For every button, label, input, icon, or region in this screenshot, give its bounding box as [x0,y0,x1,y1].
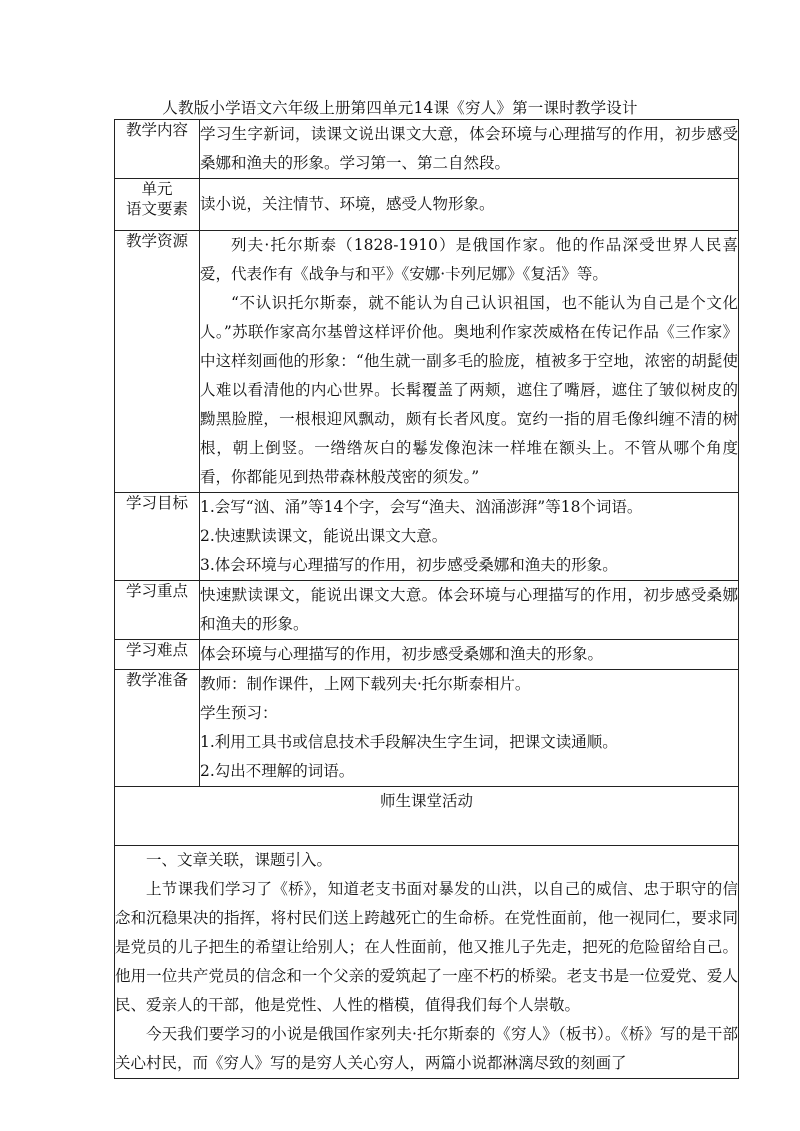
key-points-text [200,581,739,640]
elements-text [200,179,739,231]
resources-paragraph-1: 列夫·托尔斯泰（1828-1910）是俄国作家。他的作品深受世界人民喜爱，代表作有《战争与和平》《安娜·卡列尼娜》《复活》等。 [200,236,738,283]
key-points-paragraph: 快速默读课文，能说出课文大意。体会环境与心理描写的作用，初步感受桑娜和渔夫的形象。 [200,586,738,633]
label-key-points: 学习重点 [115,581,200,640]
preparation-line-4: 2.勾出不理解的词语。 [200,762,355,780]
goal-item-3: 3.体会环境与心理描写的作用，初步感受桑娜和渔夫的形象。 [200,556,618,574]
label-difficulties: 学习难点 [115,640,200,670]
preparation-line-3: 1.利用工具书或信息技术手段解决生字生词，把课文读通顺。 [200,733,618,751]
goal-item-1: 1.会写“汹、涌”等14个字，会写“渔夫、汹涌澎湃”等18个词语。 [200,498,643,516]
activity-heading: 一、文章关联，课题引入。 [146,851,333,869]
label-preparation: 教学准备 [115,670,200,787]
preparation-line-1: 教师：制作课件，上网下载列夫·托尔斯泰相片。 [200,675,531,693]
label-resources: 教学资源 [115,231,200,493]
elements-paragraph: 读小说，关注情节、环境，感受人物形象。 [200,195,495,213]
content-paragraph: 学习生字新词，读课文说出课文大意，体会环境与心理描写的作用，初步感受桑娜和渔夫的形象。学习第一、第二自然段。 [200,125,738,172]
document-title: 人教版小学语文六年级上册第四单元14课《穷人》第一课时教学设计 [162,99,638,117]
resources-text [200,231,739,493]
row-section-heading [115,787,739,846]
preparation-line-2: 学生预习： [200,704,278,722]
section-heading: 师生课堂活动 [115,787,739,846]
row-key-points [115,581,739,640]
activity-paragraph-2: 今天我们要学习的小说是俄国作家列夫·托尔斯泰的《穷人》（板书）。《桥》写的是干部关心村民，而《穷人》写的是穷人关心穷人，两篇小说都淋漓尽致的刻画了 [115,1025,738,1072]
row-preparation [115,670,739,787]
label-goals: 学习目标 [115,493,200,581]
row-difficulties [115,640,739,670]
label-unit-line2: 语文要素 [125,200,188,218]
row-activity [115,846,739,1079]
label-unit-line1: 单元 [141,180,173,198]
row-resources [115,231,739,493]
label-unit-elements [115,179,200,231]
lesson-plan-table [114,119,739,1079]
label-content: 教学内容 [115,120,200,179]
goal-item-2: 2.快速默读课文，能说出课文大意。 [200,527,448,545]
row-unit-elements [115,179,739,231]
activity-paragraph-1: 上节课我们学习了《桥》，知道老支书面对暴发的山洪，以自己的威信、忠于职守的信念和沉稳果决的指挥，将村民们送上跨越死亡的生命桥。在党性面前，他一视同仁，要求同是党员的儿子把生的希望让给别人；在人性面前，他又推儿子先走，把死的危险留给自己。他用一位共产党员的信念和一个父亲的爱筑起了一座不朽的桥梁。老支书是一位爱党、爱人民、爱亲人的干部，他是党性、人性的楷模，值得我们每个人崇敬。 [115,880,738,1014]
resources-paragraph-2: “不认识托尔斯泰，就不能认为自己认识祖国，也不能认为自己是个文化人。”苏联作家高尔基曾这样评价他。奥地利作家茨威格在传记作品《三作家》中这样刻画他的形象：“他生就一副多毛的脸庞，植被多于空地，浓密的胡髭使人难以看清他的内心世界。长髯覆盖了两颊，遮住了嘴唇，遮住了皱似树皮的黝黑脸膛，一根根迎风飘动，颇有长者风度。宽约一指的眉毛像纠缠不清的树根，朝上倒竖。一绺绺灰白的鬈发像泡沫一样堆在额头上。不管从哪个角度看，你都能见到热带森林般茂密的须发。” [200,294,738,486]
difficulties-text [200,640,739,670]
row-goals [115,493,739,581]
row-content [115,120,739,179]
goals-text [200,493,739,581]
preparation-text [200,670,739,787]
activity-content [115,846,739,1079]
difficulties-paragraph: 体会环境与心理描写的作用，初步感受桑娜和渔夫的形象。 [200,645,604,663]
content-text [200,120,739,179]
